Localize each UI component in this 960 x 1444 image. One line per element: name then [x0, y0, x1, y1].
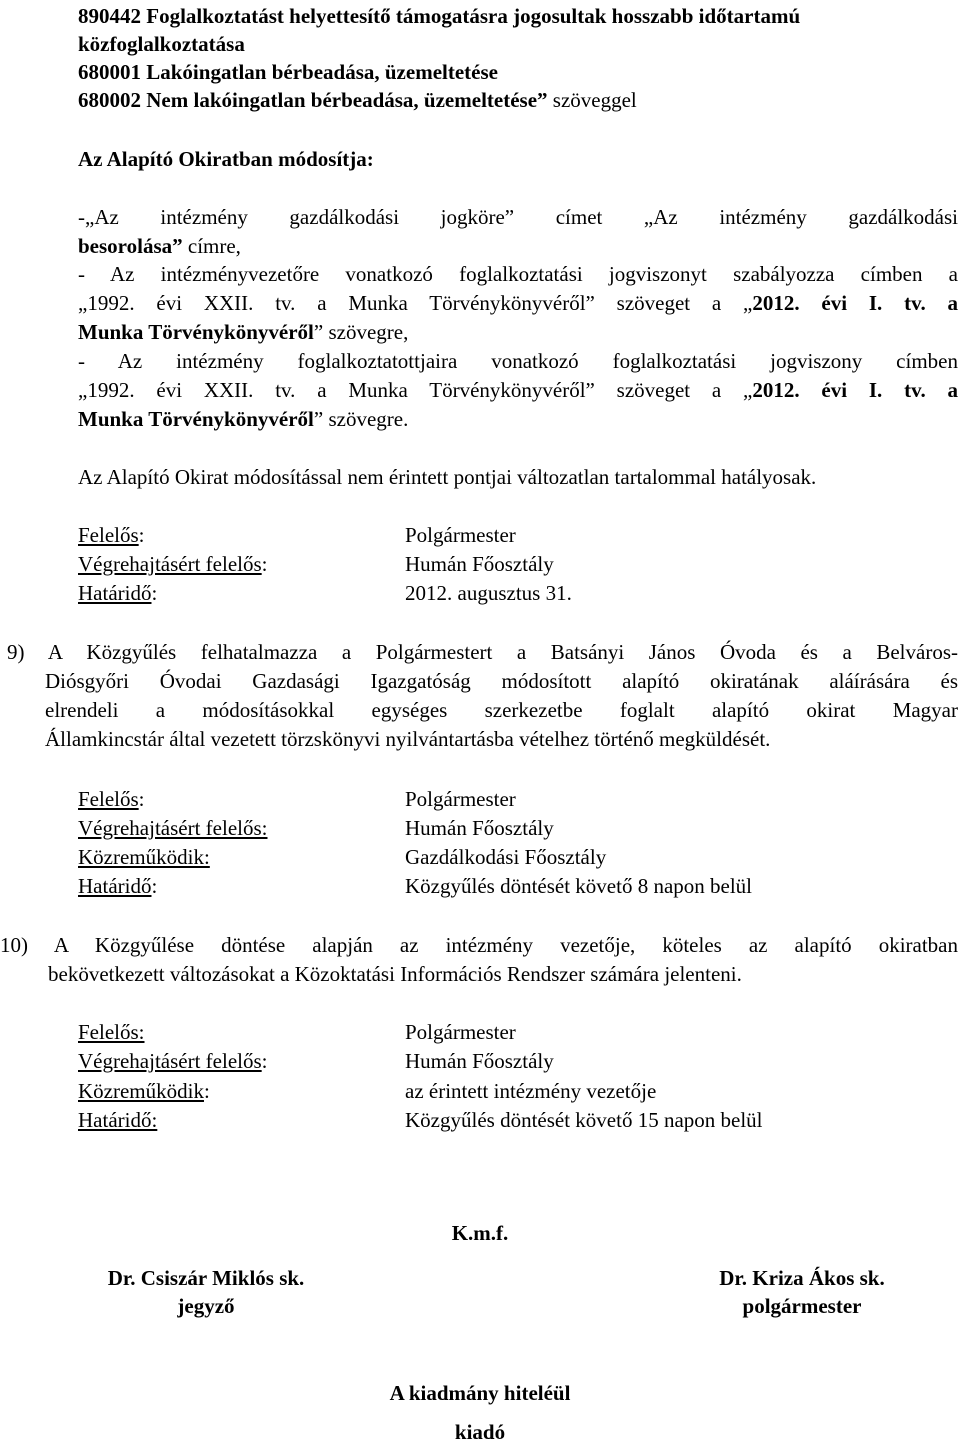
header-line: 680001 Lakóingatlan bérbeadása, üzemeltetése — [78, 60, 498, 84]
resp-key: Végrehajtásért felelős: — [78, 816, 268, 840]
mod-line — [78, 378, 958, 402]
resp-value: 2012. augusztus 31. — [405, 581, 572, 605]
mod-line — [78, 320, 408, 344]
resp-key: Közreműködik — [78, 1079, 204, 1103]
right-signatory-title: polgármester — [742, 1294, 862, 1318]
header-line — [78, 88, 637, 112]
mod-text: „1992. évi XXII. tv. a Munka Törvénykönyvéről” szöveget a „ — [78, 378, 753, 402]
header-bold: 680002 Nem lakóingatlan bérbeadása, üzemeltetése” — [78, 88, 548, 112]
mod-rest: ” szövegre, — [313, 320, 409, 344]
resp-label — [78, 816, 268, 840]
resp-key: Határidő — [78, 874, 152, 898]
resp-label: Felelős: — [78, 523, 145, 547]
resp-label: Határidő: — [78, 874, 158, 898]
resp-key: Közreműködik: — [78, 845, 210, 869]
mod-bold: Munka Törvénykönyvéről — [78, 407, 314, 431]
mod-bold: besorolása” — [78, 234, 183, 258]
mod-bold: 2012. évi I. tv. a — [752, 378, 958, 402]
resp-value: Humán Főosztály — [405, 1049, 554, 1073]
kmf-label: K.m.f. — [451, 1221, 509, 1245]
resp-key: Határidő — [78, 581, 152, 605]
resp-label: Felelős: — [78, 787, 145, 811]
resp-value: az érintett intézmény vezetője — [405, 1079, 657, 1103]
resp-value: Humán Főosztály — [405, 816, 554, 840]
closing-sentence: Az Alapító Okirat módosítással nem érintett pontjai változatlan tartalommal hatályosak. — [78, 465, 817, 489]
resp-key: Felelős: — [78, 1020, 145, 1044]
resp-label — [78, 845, 210, 869]
point-10-line: 10) A Közgyűlése döntése alapján az intézmény vezetője, köteles az alapító okiratban — [0, 933, 958, 957]
mod-line — [78, 234, 241, 258]
resp-label: Végrehajtásért felelős: — [78, 1049, 268, 1073]
resp-label: Határidő: — [78, 581, 158, 605]
resp-key: Végrehajtásért felelős — [78, 1049, 262, 1073]
point-10-line: bekövetkezett változásokat a Közoktatási Információs Rendszer számára jelenteni. — [48, 962, 742, 986]
mod-rest: ” szövegre. — [313, 407, 409, 431]
left-signatory-name: Dr. Csiszár Miklós sk. — [107, 1266, 305, 1290]
attestation-line: kiadó — [454, 1420, 506, 1444]
mod-bold: 2012. évi I. tv. a — [752, 291, 958, 315]
resp-value: Humán Főosztály — [405, 552, 554, 576]
resp-label: Közreműködik: — [78, 1079, 210, 1103]
point-9-line: Diósgyőri Óvodai Gazdasági Igazgatóság módosított alapító okiratának aláírására és — [45, 669, 958, 693]
resp-label — [78, 1020, 145, 1044]
resp-value: Közgyűlés döntését követő 15 napon belül — [405, 1108, 763, 1132]
section-heading: Az Alapító Okiratban módosítja: — [78, 147, 374, 171]
header-line: közfoglalkoztatása — [78, 32, 245, 56]
point-9-line: Államkincstár által vezetett törzskönyvi nyilvántartásba vételhez történő megküldését. — [45, 727, 771, 751]
resp-label — [78, 1108, 157, 1132]
point-9-line: 9) A Közgyűlés felhatalmazza a Polgármestert a Batsányi János Óvoda és a Belváros- — [7, 640, 958, 664]
resp-value: Polgármester — [405, 1020, 516, 1044]
mod-bold: Munka Törvénykönyvéről — [78, 320, 314, 344]
attestation-line: A kiadmány hiteléül — [389, 1381, 571, 1405]
header-line: 890442 Foglalkoztatást helyettesítő támogatásra jogosultak hosszabb időtartamú — [78, 4, 801, 28]
resp-label: Végrehajtásért felelős: — [78, 552, 268, 576]
resp-value: Polgármester — [405, 787, 516, 811]
resp-value: Közgyűlés döntését követő 8 napon belül — [405, 874, 753, 898]
resp-key: Végrehajtásért felelős — [78, 552, 262, 576]
resp-value: Gazdálkodási Főosztály — [405, 845, 607, 869]
resp-value: Polgármester — [405, 523, 516, 547]
mod-line: - Az intézmény foglalkoztatottjaira vonatkozó foglalkoztatási jogviszony címben — [78, 349, 958, 373]
right-signatory-name: Dr. Kriza Ákos sk. — [719, 1266, 885, 1290]
mod-line — [78, 291, 958, 315]
resp-key: Felelős — [78, 787, 139, 811]
mod-text: „1992. évi XXII. tv. a Munka Törvénykönyvéről” szöveget a „ — [78, 291, 753, 315]
resp-key: Felelős — [78, 523, 139, 547]
header-rest: szöveggel — [547, 88, 637, 112]
left-signatory-title: jegyző — [177, 1294, 235, 1318]
point-9-line: elrendeli a módosításokkal egységes szerkezetbe foglalt alapító okirat Magyar — [45, 698, 958, 722]
mod-rest: címre, — [182, 234, 241, 258]
mod-line: - Az intézményvezetőre vonatkozó foglalkoztatási jogviszonyt szabályozza címben a — [78, 262, 958, 286]
mod-line: -„Az intézmény gazdálkodási jogköre” címet „Az intézmény gazdálkodási — [78, 205, 958, 229]
mod-line — [78, 407, 408, 431]
resp-key: Határidő: — [78, 1108, 158, 1132]
